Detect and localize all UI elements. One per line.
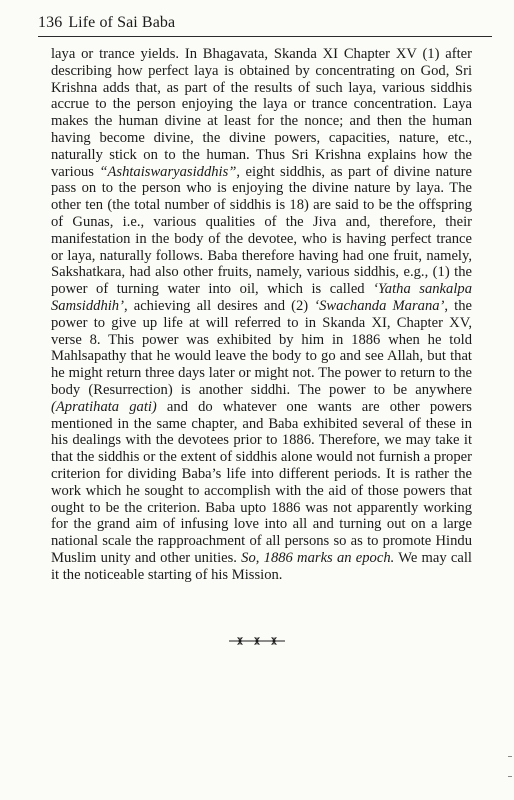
italic-term: (Apratihata gati) (51, 398, 157, 415)
italic-term: ‘Swachanda Marana’ (314, 297, 445, 314)
page-header (38, 10, 492, 37)
page-number: 136 (38, 14, 63, 31)
italic-term: ‘Yatha sankalpa Samsiddhih’ (51, 281, 472, 314)
text-run: , eight siddhis, as part of divine nature pass on to the person who is enjoying the divine nature by laya. The other ten (the total number of siddhis is 18) are said to be the offspring of Gunas, i.e., various qualities of the Jiva and, therefore, their manifestation in the body of the devotee, who is having perfect trance or laya, naturally follows. Baba therefore having had one fruit, namely, Sakshatkara, had also other fruits, namely, various siddhis, e.g., (1) the power of turning water into oil, which is called (51, 163, 472, 298)
text-run: and do whatever one wants are other powers mentioned in the same chapter, and Baba exhibited several of these in his dealings with the devotees prior to 1886. Therefore, we may take it that the siddhis or the extent of siddhis alone would not furnish a proper criterion for dividing Baba’s life into different periods. It is rather the work which he sought to accomplish with the aid of those powers that ought to be the criterion. Baba upto 1886 was not apparently working for the grand aim of infusing love into all and turning out on a large national scale the rapproachment of all persons so as to promote Hindu Muslim unity and other unities. (51, 398, 472, 566)
text-run: laya or trance yields. In Bhagavata, Skanda XI Chapter XV (1) after describing how perfect laya is obtained by concentrating on God, Sri Krishna adds that, as part of the results of such laya, various siddhis accrue to the person enjoying the laya or trance concentration. Laya makes the human divine at least for the nonce; and then the human having become divine, the divine powers, capacities, nature, etc., naturally stick on to the human. Thus Sri Krishna explains how the various (51, 46, 472, 180)
text-run: , the power to give up life at will referred to in Skanda XI, Chapter XV, verse 8. This power was exhibited by him in 1886 when he told Mahlsapathy that he would leave the body to go and see Allah, but that he might return three days later or might not. The power to return to the body (Resurrection) is another siddhi. The power to be anywhere (51, 297, 472, 398)
edge-scan-mark (508, 776, 512, 777)
italic-term: “Ashtaiswaryasiddhis” (99, 163, 237, 180)
text-run: , achieving all desires and (2) (123, 297, 315, 314)
italic-emphasis: So, 1886 marks an epoch. (241, 549, 395, 566)
running-title: Life of Sai Baba (68, 14, 176, 31)
paragraph (51, 46, 472, 584)
running-head (38, 14, 175, 32)
body-text (51, 46, 472, 584)
edge-scan-mark (508, 756, 512, 757)
fleuron-ornament-icon (228, 634, 286, 648)
text-run: We may call it the noticeable starting of his Mission. (51, 549, 472, 583)
